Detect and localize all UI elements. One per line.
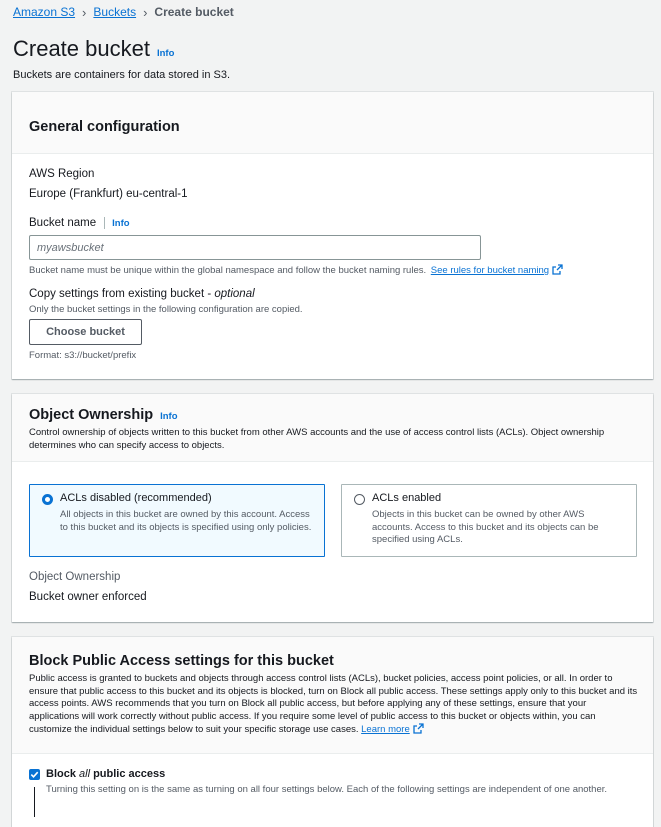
object-ownership-panel bbox=[12, 394, 653, 622]
page-description: Buckets are containers for data stored in S3. bbox=[13, 69, 231, 81]
acls-disabled-description: All objects in this bucket are owned by this account. Access to this bucket and its objects is specified using only policies. bbox=[60, 509, 312, 533]
bucket-name-info-link[interactable]: Info bbox=[112, 217, 130, 229]
external-link-icon bbox=[552, 264, 563, 275]
object-ownership-title: Object Ownership bbox=[29, 407, 154, 423]
object-ownership-result-label: Object Ownership bbox=[29, 571, 121, 583]
copy-settings-label-row bbox=[29, 288, 255, 300]
bucket-name-hint-row bbox=[29, 264, 563, 276]
copy-settings-label: Copy settings from existing bucket - bbox=[29, 288, 215, 300]
copy-settings-optional: optional bbox=[214, 288, 255, 300]
page-title: Create bucket bbox=[13, 36, 150, 61]
block-all-public-access-checkbox[interactable] bbox=[29, 769, 40, 780]
acls-enabled-description: Objects in this bucket can be owned by other AWS accounts. Access to this bucket and its objects can be specified using ACLs. bbox=[372, 509, 599, 545]
page-info-link[interactable]: Info bbox=[156, 48, 175, 59]
acls-disabled-radio[interactable] bbox=[42, 494, 53, 505]
object-ownership-result-value: Bucket owner enforced bbox=[29, 591, 147, 603]
acls-disabled-label: ACLs disabled (recommended) bbox=[60, 492, 212, 504]
bucket-naming-rules-label: See rules for bucket naming bbox=[430, 265, 550, 276]
copy-settings-hint: Only the bucket settings in the following configuration are copied. bbox=[29, 304, 303, 315]
block-public-access-panel bbox=[12, 637, 653, 827]
acls-enabled-label: ACLs enabled bbox=[372, 492, 442, 504]
bucket-name-label-row bbox=[29, 217, 130, 229]
block-all-label-em: all bbox=[79, 768, 91, 780]
breadcrumb-buckets[interactable]: Buckets bbox=[93, 5, 137, 19]
breadcrumb-amazon-s3[interactable]: Amazon S3 bbox=[13, 5, 76, 19]
object-ownership-description: Control ownership of objects written to this bucket from other AWS accounts and the use of access control lists (ACLs). Object ownership determines who can specify access to objects. bbox=[29, 427, 605, 451]
breadcrumb bbox=[13, 4, 234, 20]
choose-bucket-button[interactable]: Choose bucket bbox=[29, 319, 142, 345]
acls-enabled-option[interactable] bbox=[341, 484, 637, 557]
general-configuration-title: General configuration bbox=[29, 119, 180, 135]
object-ownership-title-row bbox=[29, 407, 178, 423]
block-public-access-header bbox=[12, 637, 653, 754]
bucket-name-input[interactable] bbox=[29, 235, 481, 260]
bucket-naming-rules-link[interactable] bbox=[431, 265, 563, 276]
object-ownership-header bbox=[12, 394, 653, 462]
page-title-row bbox=[13, 36, 174, 62]
block-public-access-description-block bbox=[29, 673, 639, 737]
block-public-access-title: Block Public Access settings for this bucket bbox=[29, 653, 334, 669]
block-public-access-learn-more-link[interactable] bbox=[361, 724, 424, 735]
aws-region-label: AWS Region bbox=[29, 168, 95, 180]
breadcrumb-current: Create bucket bbox=[154, 5, 234, 19]
breadcrumb-separator-icon: › bbox=[82, 4, 87, 20]
bucket-name-hint: Bucket name must be unique within the global namespace and follow the bucket naming rules. bbox=[29, 265, 427, 276]
general-configuration-header bbox=[12, 92, 653, 154]
object-ownership-info-link[interactable]: Info bbox=[160, 411, 178, 422]
label-divider bbox=[104, 217, 105, 229]
block-all-label-post: public access bbox=[90, 768, 166, 780]
block-all-public-access-hint: Turning this setting on is the same as turning on all four settings below. Each of the following settings are independent of one another. bbox=[46, 784, 608, 795]
block-all-label-pre: Block bbox=[46, 768, 80, 780]
external-link-icon bbox=[413, 723, 424, 734]
block-all-public-access-label bbox=[46, 768, 165, 780]
acls-enabled-radio[interactable] bbox=[354, 494, 365, 505]
acls-disabled-option[interactable] bbox=[29, 484, 325, 557]
block-public-access-description: Public access is granted to buckets and objects through access control lists (ACLs), bucket policies, access point policies, or all. In order to ensure that public access to this bucket and its objects is blocked, turn on Block all public access. These settings apply only to this bucket and its access points. AWS recommends that you turn on Block all public access, but before applying any of these settings, ensure that your applications will work correctly without public access. If you require some level of public access to this bucket or objects within, you can customize the individual settings below to suit your specific storage use cases. bbox=[29, 673, 638, 735]
format-hint: Format: s3://bucket/prefix bbox=[29, 350, 137, 361]
breadcrumb-separator-icon: › bbox=[143, 4, 148, 20]
general-configuration-panel bbox=[12, 92, 653, 379]
bucket-name-label: Bucket name bbox=[29, 217, 97, 229]
learn-more-label: Learn more bbox=[361, 724, 410, 735]
aws-region-value: Europe (Frankfurt) eu-central-1 bbox=[29, 188, 188, 200]
checkmark-icon bbox=[29, 769, 40, 780]
settings-tree-line bbox=[34, 787, 35, 817]
